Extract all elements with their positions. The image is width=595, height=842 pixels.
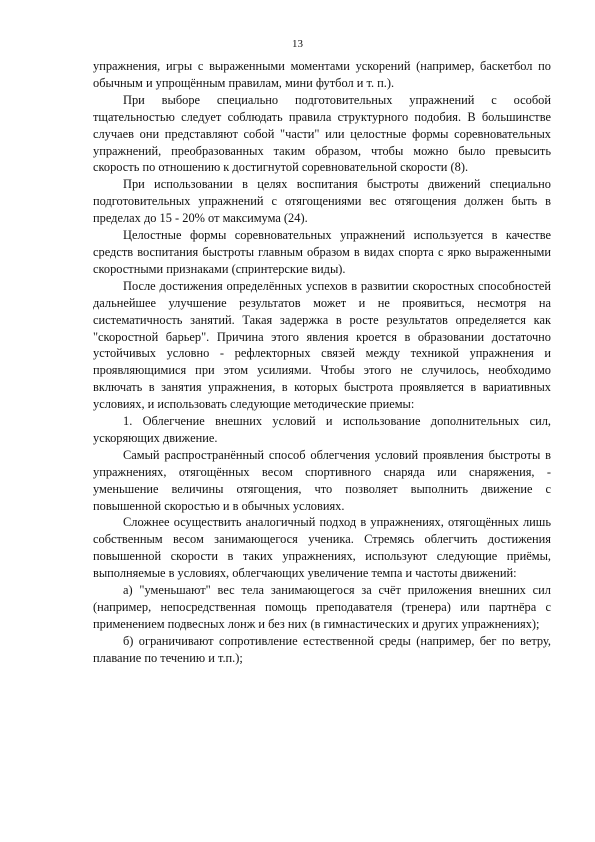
paragraph-6: 1. Облегчение внешних условий и использование дополнительных сил, ускоряющих движение.	[93, 414, 551, 445]
page-number: 13	[292, 38, 303, 50]
paragraph-5: После достижения определённых успехов в развитии скоростных способностей дальнейшее улучшение результатов может и не проявиться, несмотря на систематичность занятий. Такая задержка в росте результатов определяется как "скоростной барьер". Причина этого явления кроется в образовании достаточно устойчивых условно - рефлекторных связей между техникой упражнения и проявляющимися при этом усилиями. Чтобы этого не случилось, необходимо включать в занятия упражнения, в которых быстрота проявляется в вариативных условиях, и использовать следующие методические приемы:	[93, 278, 551, 412]
paragraph-3: При использовании в целях воспитания быстроты движений специально подготовительных упражнений с отягощениями вес отягощения должен быть в пределах до 15 - 20% от максимума (24).	[93, 177, 551, 226]
paragraph-4: Целостные формы соревновательных упражнений используется в качестве средств воспитания быстроты главным образом в видах спорта с ярко выраженными скоростными признаками (спринтерские виды).	[93, 228, 551, 276]
paragraph-9: а) "уменьшают" вес тела занимающегося за счёт приложения внешних сил (например, непосредственная помощь преподавателя (тренера) или партнёра с применением подвесных лонж и без них (в гимнастических и других упражнениях);	[93, 583, 551, 631]
paragraph-2: При выборе специально подготовительных упражнений с особой тщательностью следует соблюдать правила структурного подобия. В большинстве случаев они представляют собой "части" или целостные формы соревновательных упражнений, преобразованных таким образом, чтобы можно было превысить скорость по отношению к достигнутой соревновательной скорости (8).	[93, 92, 551, 175]
paragraph-8: Сложнее осуществить аналогичный подход в упражнениях, отягощённых лишь собственным весом занимающегося ученика. Стремясь облегчить достижения повышенной скорости в таких упражнениях, используют следующие приёмы, выполняемые в условиях, облегчающих увеличение темпа и частоты движений:	[93, 515, 551, 581]
paragraph-10: б) ограничивают сопротивление естественной среды (например, бег по ветру, плавание по течению и т.п.);	[93, 633, 551, 665]
paragraph-7: Самый распространённый способ облегчения условий проявления быстроты в упражнениях, отягощённых весом спортивного снаряда или снаряжения, - уменьшение величины отягощения, что позволяет выполнить движение с повышенной скоростью и в обычных условиях.	[93, 447, 551, 513]
paragraph-1: упражнения, игры с выраженными моментами ускорений (например, баскетбол по обычным и упрощённым правилам, мини футбол и т. п.).	[93, 59, 551, 90]
body-text	[93, 58, 551, 667]
